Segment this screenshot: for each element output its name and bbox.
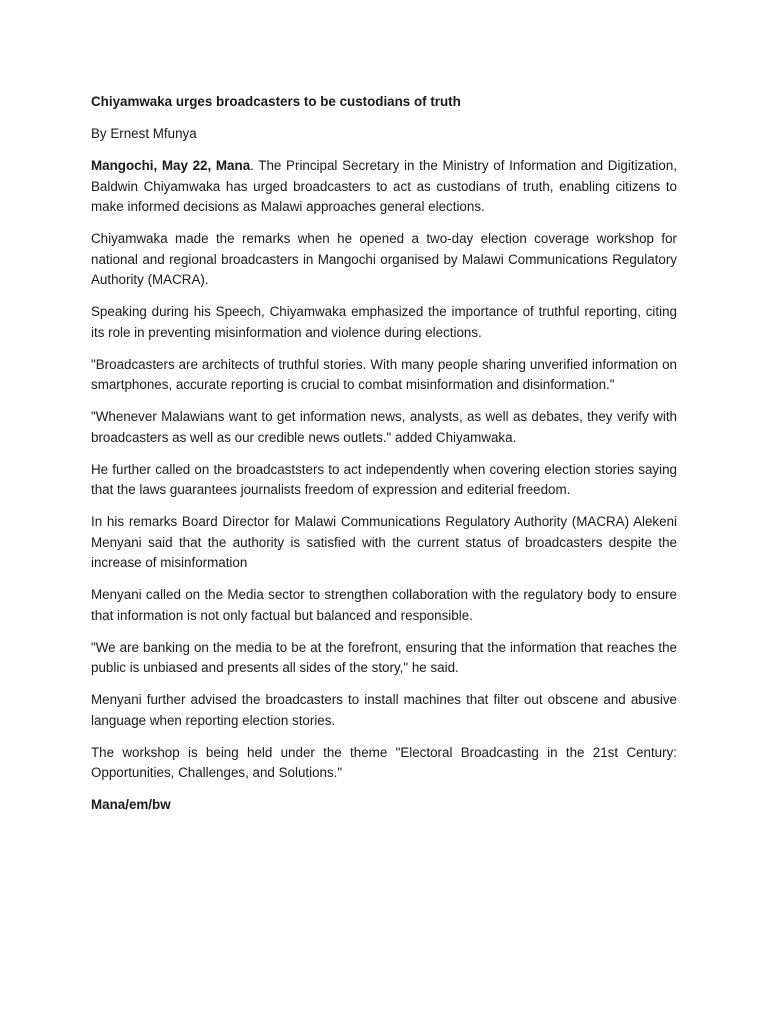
paragraph: Menyani further advised the broadcasters to install machines that filter out obscene and abusive language when reporting election stories.: [91, 692, 677, 728]
paragraph: In his remarks Board Director for Malawi Communications Regulatory Authority (MACRA) Alekeni Menyani said that the authority is satisfied with the current status of broadcasters despite the increase of misinformation: [91, 514, 677, 570]
quote-paragraph: "Broadcasters are architects of truthful stories. With many people sharing unverified information on smartphones, accurate reporting is crucial to combat misinformation and disinformation.": [91, 356, 677, 392]
paragraph: He further called on the broadcaststers to act independently when covering election stories saying that the laws guarantees journalists freedom of expression and editerial freedom.: [91, 461, 677, 497]
signoff: Mana/em/bw: [91, 797, 171, 812]
quote-paragraph: "Whenever Malawians want to get information news, analysts, as well as debates, they verify with broadcasters as well as our credible news outlets." added Chiyamwaka.: [91, 409, 677, 445]
lead-text: . The Principal Secretary in the Ministry of Information and Digitization, Baldwin Chiyamwaka has urged broadcasters to act as custodians of truth, enabling citizens to make informed decisions as Malawi approaches general elections.: [91, 158, 678, 214]
paragraph: The workshop is being held under the theme "Electoral Broadcasting in the 21st Century: Opportunities, Challenges, and Solutions.": [91, 744, 677, 780]
quote-paragraph: "We are banking on the media to be at the forefront, ensuring that the information that reaches the public is unbiased and presents all sides of the story," he said.: [91, 639, 677, 675]
byline: By Ernest Mfunya: [91, 126, 197, 141]
document-page: [91, 92, 677, 827]
paragraph: Speaking during his Speech, Chiyamwaka emphasized the importance of truthful reporting, citing its role in preventing misinformation and violence during elections.: [91, 304, 677, 340]
lead-paragraph: [91, 156, 677, 218]
article-title: Chiyamwaka urges broadcasters to be custodians of truth: [91, 94, 461, 109]
paragraph: Menyani called on the Media sector to strengthen collaboration with the regulatory body to ensure that information is not only factual but balanced and responsible.: [91, 587, 677, 623]
dateline: Mangochi, May 22, Mana: [91, 158, 251, 173]
paragraph: Chiyamwaka made the remarks when he opened a two-day election coverage workshop for national and regional broadcasters in Mangochi organised by Malawi Communications Regulatory Authority (MACRA).: [91, 231, 677, 287]
